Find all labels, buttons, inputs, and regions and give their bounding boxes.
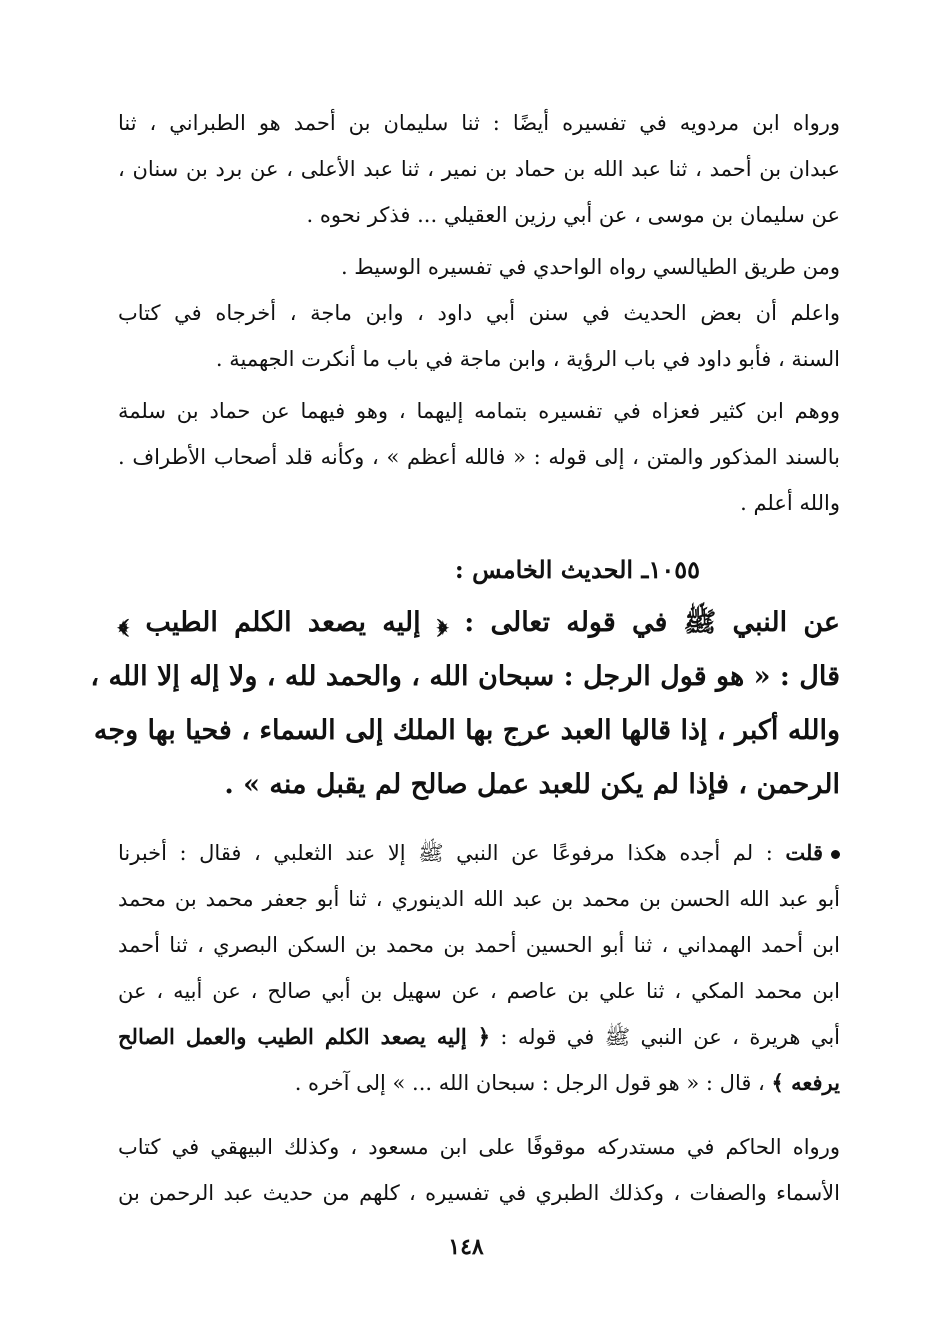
hadith-line: الرحمن ، فإذا لم يكن للعبد عمل صالح لم يقبل منه » . bbox=[224, 769, 840, 800]
note-first-line-text: : لم أجده هكذا مرفوعًا عن النبي ﷺ إلا عند الثعلبي ، فقال : أخبرنا bbox=[118, 841, 773, 865]
bullet-icon bbox=[831, 850, 840, 859]
text-line bbox=[118, 1060, 840, 1106]
text-line: عبدان بن أحمد ، ثنا عبد الله بن حماد بن نمير ، ثنا عبد الأعلى ، عن برد بن سنان ، bbox=[118, 157, 840, 181]
note-paragraph bbox=[118, 830, 840, 1106]
text-line bbox=[118, 1014, 840, 1060]
quran-quote-end: يرفعه ﴾ bbox=[771, 1070, 840, 1095]
text-line: عن سليمان بن موسى ، عن أبي رزين العقيلي ... فذكر نحوه . bbox=[306, 203, 840, 227]
text-line: ورواه ابن مردويه في تفسيره أيضًا : ثنا سليمان بن أحمد هو الطبراني ، ثنا bbox=[118, 111, 840, 135]
hadith-line: عن النبي ﷺ في قوله تعالى : ﴿ إليه يصعد الكلم الطيب ﴾ bbox=[118, 607, 840, 638]
note-first-line bbox=[118, 830, 840, 876]
paragraph-hakim bbox=[118, 1124, 840, 1216]
note-line5-start: أبي هريرة ، عن النبي ﷺ في قوله : bbox=[490, 1025, 840, 1049]
hadith-heading: ١٠٥٥ـ الحديث الخامس : bbox=[454, 555, 700, 584]
text-line: أبو عبد الله الحسن بن محمد بن عبد الله الدينوري ، ثنا أبو جعفر محمد بن محمد bbox=[118, 887, 840, 911]
hadith-text bbox=[90, 596, 840, 812]
hadith-line: قال : « هو قول الرجل : سبحان الله ، والحمد لله ، ولا إله إلا الله ، bbox=[90, 661, 840, 692]
text-line: ابن محمد المكي ، ثنا علي بن عاصم ، عن سهيل بن أبي صالح ، عن أبيه ، عن bbox=[118, 979, 840, 1003]
paragraph-ibn-kathir bbox=[118, 388, 840, 526]
paragraph-ibn-marduwayh bbox=[118, 100, 840, 238]
text-line: واعلم أن بعض الحديث في سنن أبي داود ، وابن ماجة ، أخرجاه في كتاب bbox=[118, 301, 840, 325]
paragraph-sunan bbox=[118, 290, 840, 382]
text-line: ورواه الحاكم في مستدركه موقوفًا على ابن مسعود ، وكذلك البيهقي في كتاب bbox=[118, 1135, 840, 1159]
text-line: بالسند المذكور والمتن ، إلى قوله : « فالله أعظم » ، وكأنه قلد أصحاب الأطراف . bbox=[118, 445, 840, 469]
paragraph-tayalisi bbox=[118, 244, 840, 290]
text-line: الأسماء والصفات ، وكذلك الطبري في تفسيره ، كلهم من حديث عبد الرحمن بن bbox=[118, 1181, 840, 1205]
hadith-line: والله أكبر ، إذا قالها العبد عرج بها الملك إلى السماء ، فحيا بها وجه bbox=[93, 715, 840, 746]
page-body bbox=[90, 100, 840, 1216]
text-line: والله أعلم . bbox=[740, 491, 840, 515]
text-line: ووهم ابن كثير فعزاه في تفسيره بتمامه إليهما ، وهو فيهما عن حماد بن سلمة bbox=[118, 399, 840, 423]
page-number: ١٤٨ bbox=[448, 1234, 484, 1260]
text-line: ومن طريق الطيالسي رواه الواحدي في تفسيره الوسيط . bbox=[340, 255, 840, 279]
text-line: السنة ، فأبو داود في باب الرؤية ، وابن ماجة في باب ما أنكرت الجهمية . bbox=[215, 347, 840, 371]
note-label: قلت bbox=[785, 840, 823, 865]
text-line: ابن أحمد الهمداني ، ثنا أبو الحسين أحمد بن محمد بن السكن البصري ، ثنا أحمد bbox=[118, 933, 840, 957]
note-line6-rest: ، قال : « هو قول الرجل : سبحان الله ... » إلى آخره . bbox=[294, 1071, 772, 1095]
quran-quote: ﴿ إليه يصعد الكلم الطيب والعمل الصالح bbox=[118, 1024, 490, 1049]
